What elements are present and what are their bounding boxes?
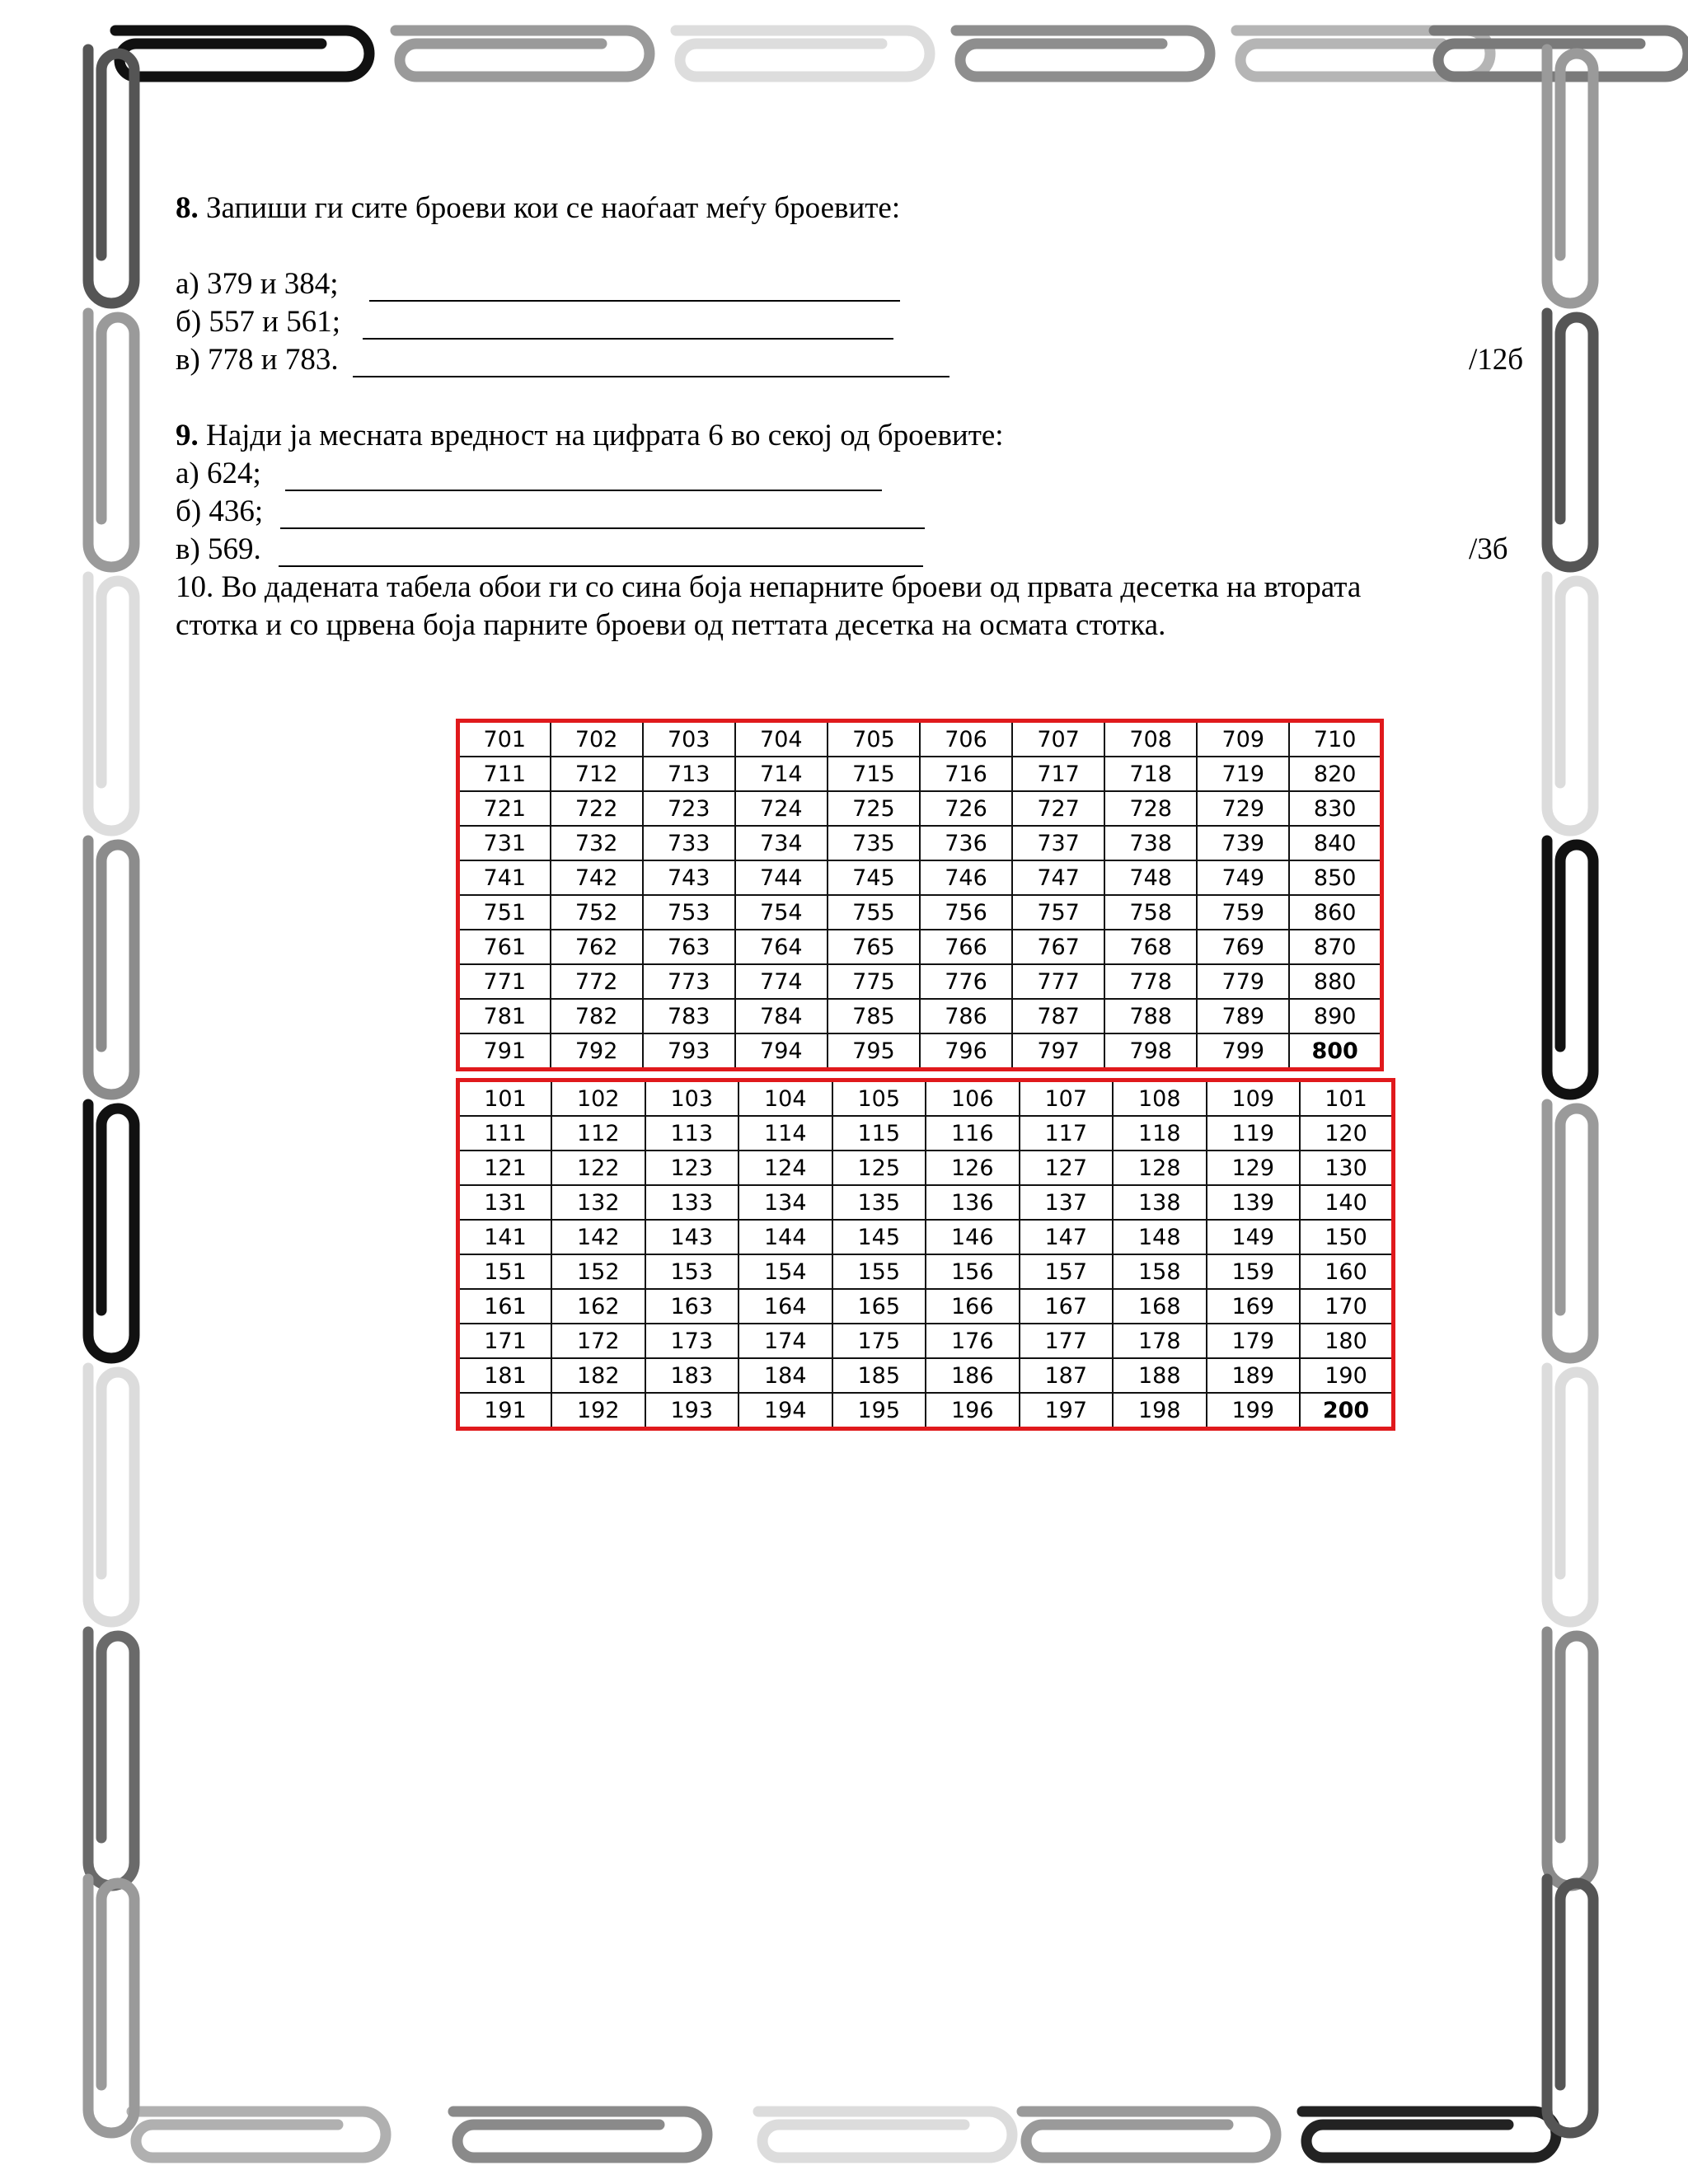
q8-item-b: б) 557 и 561; bbox=[176, 305, 340, 339]
table-cell[interactable]: 130 bbox=[1300, 1151, 1394, 1185]
table-cell[interactable]: 763 bbox=[643, 930, 735, 964]
table-cell[interactable]: 713 bbox=[643, 757, 735, 791]
table-cell[interactable]: 144 bbox=[738, 1220, 832, 1254]
table-row bbox=[458, 895, 1382, 930]
table-cell[interactable]: 185 bbox=[832, 1358, 926, 1393]
table-cell[interactable]: 200 bbox=[1300, 1393, 1394, 1429]
table-row bbox=[458, 860, 1382, 895]
table-cell[interactable]: 164 bbox=[738, 1289, 832, 1324]
table-cell[interactable]: 830 bbox=[1289, 791, 1381, 826]
table-cell[interactable]: 759 bbox=[1197, 895, 1289, 930]
table-cell[interactable]: 147 bbox=[1020, 1220, 1114, 1254]
table-cell[interactable]: 791 bbox=[458, 1033, 551, 1070]
table-cell[interactable]: 149 bbox=[1207, 1220, 1301, 1254]
table-cell[interactable]: 106 bbox=[926, 1080, 1020, 1117]
table-cell[interactable]: 769 bbox=[1197, 930, 1289, 964]
table-cell[interactable]: 705 bbox=[828, 721, 920, 757]
table-cell[interactable]: 734 bbox=[735, 826, 828, 860]
table-cell[interactable]: 715 bbox=[828, 757, 920, 791]
table-row bbox=[458, 791, 1382, 826]
table-cell[interactable]: 187 bbox=[1020, 1358, 1114, 1393]
q10-line-1: 10. Во дадената табела обои ги со сина боја непарните броеви од првата десетка на втората bbox=[176, 570, 1362, 604]
table-cell[interactable]: 709 bbox=[1197, 721, 1289, 757]
table-cell[interactable]: 104 bbox=[738, 1080, 832, 1117]
q8-item-a: а) 379 и 384; bbox=[176, 267, 339, 301]
table-cell[interactable]: 116 bbox=[926, 1116, 1020, 1151]
table-cell[interactable]: 756 bbox=[920, 895, 1012, 930]
table-cell[interactable]: 735 bbox=[828, 826, 920, 860]
table-cell[interactable]: 132 bbox=[551, 1185, 645, 1220]
table-cell[interactable]: 125 bbox=[832, 1151, 926, 1185]
table-cell[interactable]: 134 bbox=[738, 1185, 832, 1220]
table-cell[interactable]: 117 bbox=[1020, 1116, 1114, 1151]
table-cell[interactable]: 712 bbox=[551, 757, 643, 791]
table-cell[interactable]: 764 bbox=[735, 930, 828, 964]
table-cell[interactable]: 773 bbox=[643, 964, 735, 999]
table-cell[interactable]: 786 bbox=[920, 999, 1012, 1033]
table-cell[interactable]: 136 bbox=[926, 1185, 1020, 1220]
table-cell[interactable]: 180 bbox=[1300, 1324, 1394, 1358]
table-cell[interactable]: 725 bbox=[828, 791, 920, 826]
table-row bbox=[458, 999, 1382, 1033]
q10-line-2: стотка и со црвена боја парните броеви од петтата десетка на осмата стотка. bbox=[176, 608, 1166, 642]
q8-heading bbox=[176, 190, 900, 227]
table-cell[interactable]: 781 bbox=[458, 999, 551, 1033]
table-cell[interactable]: 797 bbox=[1012, 1033, 1104, 1070]
table-cell[interactable]: 703 bbox=[643, 721, 735, 757]
q8-score: /12б bbox=[1469, 343, 1524, 377]
q8-number: 8. bbox=[176, 191, 199, 225]
table-cell[interactable]: 706 bbox=[920, 721, 1012, 757]
table-cell[interactable]: 737 bbox=[1012, 826, 1104, 860]
table-cell[interactable]: 890 bbox=[1289, 999, 1381, 1033]
q9-answer-line-c[interactable] bbox=[279, 565, 923, 567]
q8-answer-line-a[interactable] bbox=[369, 300, 900, 302]
table-cell[interactable]: 173 bbox=[645, 1324, 739, 1358]
table-cell[interactable]: 721 bbox=[458, 791, 551, 826]
table-cell[interactable]: 126 bbox=[926, 1151, 1020, 1185]
table-cell[interactable]: 101 bbox=[458, 1080, 552, 1117]
table-cell[interactable]: 179 bbox=[1207, 1324, 1301, 1358]
table-cell[interactable]: 167 bbox=[1020, 1289, 1114, 1324]
table-cell[interactable]: 118 bbox=[1113, 1116, 1207, 1151]
q9-item-a: а) 624; bbox=[176, 457, 261, 490]
table-cell[interactable]: 746 bbox=[920, 860, 1012, 895]
table-cell[interactable]: 172 bbox=[551, 1324, 645, 1358]
q9-score: /3б bbox=[1469, 532, 1508, 566]
table-cell[interactable]: 170 bbox=[1300, 1289, 1394, 1324]
table-cell[interactable]: 757 bbox=[1012, 895, 1104, 930]
table-cell[interactable]: 159 bbox=[1207, 1254, 1301, 1289]
table-cell[interactable]: 850 bbox=[1289, 860, 1381, 895]
table-cell[interactable]: 131 bbox=[458, 1185, 552, 1220]
table-cell[interactable]: 765 bbox=[828, 930, 920, 964]
table-cell[interactable]: 787 bbox=[1012, 999, 1104, 1033]
table-cell[interactable]: 774 bbox=[735, 964, 828, 999]
table-cell[interactable]: 109 bbox=[1207, 1080, 1301, 1117]
table-row bbox=[458, 826, 1382, 860]
table-cell[interactable]: 783 bbox=[643, 999, 735, 1033]
table-cell[interactable]: 169 bbox=[1207, 1289, 1301, 1324]
table-cell[interactable]: 190 bbox=[1300, 1358, 1394, 1393]
q9-number: 9. bbox=[176, 419, 199, 452]
table-cell[interactable]: 142 bbox=[551, 1220, 645, 1254]
table-cell[interactable]: 107 bbox=[1020, 1080, 1114, 1117]
table-cell[interactable]: 102 bbox=[551, 1080, 645, 1117]
table-cell[interactable]: 129 bbox=[1207, 1151, 1301, 1185]
table-cell[interactable]: 704 bbox=[735, 721, 828, 757]
table-cell[interactable]: 192 bbox=[551, 1393, 645, 1429]
table-cell[interactable]: 747 bbox=[1012, 860, 1104, 895]
table-cell[interactable]: 727 bbox=[1012, 791, 1104, 826]
table-cell[interactable]: 860 bbox=[1289, 895, 1381, 930]
number-table-100s bbox=[456, 1078, 1395, 1431]
table-cell[interactable]: 162 bbox=[551, 1289, 645, 1324]
table-row bbox=[458, 1151, 1394, 1185]
table-cell[interactable]: 194 bbox=[738, 1393, 832, 1429]
table-cell[interactable]: 196 bbox=[926, 1393, 1020, 1429]
table-cell[interactable]: 717 bbox=[1012, 757, 1104, 791]
table-cell[interactable]: 191 bbox=[458, 1393, 552, 1429]
table-cell[interactable]: 755 bbox=[828, 895, 920, 930]
q8-answer-line-c[interactable] bbox=[353, 376, 950, 377]
table-cell[interactable]: 183 bbox=[645, 1358, 739, 1393]
table-row bbox=[458, 930, 1382, 964]
table-cell[interactable]: 753 bbox=[643, 895, 735, 930]
table-cell[interactable]: 775 bbox=[828, 964, 920, 999]
table-cell[interactable]: 195 bbox=[832, 1393, 926, 1429]
table-cell[interactable]: 752 bbox=[551, 895, 643, 930]
table-cell[interactable]: 736 bbox=[920, 826, 1012, 860]
table-cell[interactable]: 184 bbox=[738, 1358, 832, 1393]
table-cell[interactable]: 189 bbox=[1207, 1358, 1301, 1393]
table-row bbox=[458, 1033, 1382, 1070]
table-cell[interactable]: 119 bbox=[1207, 1116, 1301, 1151]
table-cell[interactable]: 165 bbox=[832, 1289, 926, 1324]
table-cell[interactable]: 792 bbox=[551, 1033, 643, 1070]
table-cell[interactable]: 800 bbox=[1289, 1033, 1381, 1070]
table-cell[interactable]: 739 bbox=[1197, 826, 1289, 860]
table-cell[interactable]: 701 bbox=[458, 721, 551, 757]
table-row bbox=[458, 1254, 1394, 1289]
q9-answer-line-a[interactable] bbox=[285, 490, 882, 491]
table-cell[interactable]: 153 bbox=[645, 1254, 739, 1289]
table-cell[interactable]: 178 bbox=[1113, 1324, 1207, 1358]
table-cell[interactable]: 141 bbox=[458, 1220, 552, 1254]
table-row bbox=[458, 757, 1382, 791]
table-cell[interactable]: 751 bbox=[458, 895, 551, 930]
table-cell[interactable]: 738 bbox=[1104, 826, 1197, 860]
table-cell[interactable]: 777 bbox=[1012, 964, 1104, 999]
table-cell[interactable]: 124 bbox=[738, 1151, 832, 1185]
table-cell[interactable]: 761 bbox=[458, 930, 551, 964]
table-cell[interactable]: 113 bbox=[645, 1116, 739, 1151]
table-cell[interactable]: 726 bbox=[920, 791, 1012, 826]
table-cell[interactable]: 795 bbox=[828, 1033, 920, 1070]
table-cell[interactable]: 733 bbox=[643, 826, 735, 860]
table-cell[interactable]: 177 bbox=[1020, 1324, 1114, 1358]
table-cell[interactable]: 105 bbox=[832, 1080, 926, 1117]
table-cell[interactable]: 151 bbox=[458, 1254, 552, 1289]
table-cell[interactable]: 123 bbox=[645, 1151, 739, 1185]
table-cell[interactable]: 122 bbox=[551, 1151, 645, 1185]
table-cell[interactable]: 114 bbox=[738, 1116, 832, 1151]
table-cell[interactable]: 744 bbox=[735, 860, 828, 895]
table-cell[interactable]: 158 bbox=[1113, 1254, 1207, 1289]
table-cell[interactable]: 784 bbox=[735, 999, 828, 1033]
table-cell[interactable]: 702 bbox=[551, 721, 643, 757]
table-cell[interactable]: 181 bbox=[458, 1358, 552, 1393]
table-cell[interactable]: 161 bbox=[458, 1289, 552, 1324]
table-cell[interactable]: 754 bbox=[735, 895, 828, 930]
table-cell[interactable]: 796 bbox=[920, 1033, 1012, 1070]
table-cell[interactable]: 143 bbox=[645, 1220, 739, 1254]
table-cell[interactable]: 168 bbox=[1113, 1289, 1207, 1324]
q8-item-c: в) 778 и 783. bbox=[176, 343, 339, 377]
table-cell[interactable]: 146 bbox=[926, 1220, 1020, 1254]
table-cell[interactable]: 794 bbox=[735, 1033, 828, 1070]
table-cell[interactable]: 768 bbox=[1104, 930, 1197, 964]
table-cell[interactable]: 767 bbox=[1012, 930, 1104, 964]
q9-text: Најди ја месната вредност на цифрата 6 во секој од броевите: bbox=[198, 419, 1004, 452]
table-row bbox=[458, 1358, 1394, 1393]
table-cell[interactable]: 731 bbox=[458, 826, 551, 860]
q9-answer-line-b[interactable] bbox=[280, 527, 925, 529]
table-cell[interactable]: 154 bbox=[738, 1254, 832, 1289]
table-row bbox=[458, 721, 1382, 757]
table-cell[interactable]: 745 bbox=[828, 860, 920, 895]
table-cell[interactable]: 157 bbox=[1020, 1254, 1114, 1289]
table-cell[interactable]: 121 bbox=[458, 1151, 552, 1185]
table-cell[interactable]: 711 bbox=[458, 757, 551, 791]
table-cell[interactable]: 743 bbox=[643, 860, 735, 895]
table-cell[interactable]: 714 bbox=[735, 757, 828, 791]
table-cell[interactable]: 199 bbox=[1207, 1393, 1301, 1429]
table-cell[interactable]: 198 bbox=[1113, 1393, 1207, 1429]
table-cell[interactable]: 799 bbox=[1197, 1033, 1289, 1070]
table-cell[interactable]: 722 bbox=[551, 791, 643, 826]
table-row bbox=[458, 1393, 1394, 1429]
table-cell[interactable]: 197 bbox=[1020, 1393, 1114, 1429]
table-row bbox=[458, 964, 1382, 999]
table-row bbox=[458, 1116, 1394, 1151]
table-cell[interactable]: 724 bbox=[735, 791, 828, 826]
table-cell[interactable]: 175 bbox=[832, 1324, 926, 1358]
table-row bbox=[458, 1080, 1394, 1117]
table-cell[interactable]: 782 bbox=[551, 999, 643, 1033]
table-cell[interactable]: 176 bbox=[926, 1324, 1020, 1358]
table-row bbox=[458, 1185, 1394, 1220]
table-cell[interactable]: 120 bbox=[1300, 1116, 1394, 1151]
table-cell[interactable]: 127 bbox=[1020, 1151, 1114, 1185]
table-cell[interactable]: 148 bbox=[1113, 1220, 1207, 1254]
table-cell[interactable]: 772 bbox=[551, 964, 643, 999]
table-cell[interactable]: 758 bbox=[1104, 895, 1197, 930]
table-cell[interactable]: 778 bbox=[1104, 964, 1197, 999]
table-cell[interactable]: 789 bbox=[1197, 999, 1289, 1033]
table-cell[interactable]: 103 bbox=[645, 1080, 739, 1117]
table-row bbox=[458, 1220, 1394, 1254]
table-cell[interactable]: 716 bbox=[920, 757, 1012, 791]
table-cell[interactable]: 186 bbox=[926, 1358, 1020, 1393]
table-cell[interactable]: 166 bbox=[926, 1289, 1020, 1324]
table-cell[interactable]: 798 bbox=[1104, 1033, 1197, 1070]
table-cell[interactable]: 171 bbox=[458, 1324, 552, 1358]
table-cell[interactable]: 820 bbox=[1289, 757, 1381, 791]
table-cell[interactable]: 718 bbox=[1104, 757, 1197, 791]
table-cell[interactable]: 728 bbox=[1104, 791, 1197, 826]
table-cell[interactable]: 708 bbox=[1104, 721, 1197, 757]
q9-item-c: в) 569. bbox=[176, 532, 261, 566]
number-table-700s bbox=[456, 719, 1384, 1071]
q9-item-b: б) 436; bbox=[176, 494, 264, 528]
q8-answer-line-b[interactable] bbox=[363, 338, 893, 340]
table-cell[interactable]: 785 bbox=[828, 999, 920, 1033]
table-cell[interactable]: 766 bbox=[920, 930, 1012, 964]
table-cell[interactable]: 182 bbox=[551, 1358, 645, 1393]
table-cell[interactable]: 139 bbox=[1207, 1185, 1301, 1220]
table-cell[interactable]: 128 bbox=[1113, 1151, 1207, 1185]
table-cell[interactable]: 748 bbox=[1104, 860, 1197, 895]
table-cell[interactable]: 742 bbox=[551, 860, 643, 895]
table-row bbox=[458, 1324, 1394, 1358]
table-cell[interactable]: 193 bbox=[645, 1393, 739, 1429]
table-cell[interactable]: 741 bbox=[458, 860, 551, 895]
table-cell[interactable]: 749 bbox=[1197, 860, 1289, 895]
table-cell[interactable]: 840 bbox=[1289, 826, 1381, 860]
table-cell[interactable]: 112 bbox=[551, 1116, 645, 1151]
table-cell[interactable]: 111 bbox=[458, 1116, 552, 1151]
table-cell[interactable]: 762 bbox=[551, 930, 643, 964]
table-cell[interactable]: 137 bbox=[1020, 1185, 1114, 1220]
table-cell[interactable]: 163 bbox=[645, 1289, 739, 1324]
q9-heading bbox=[176, 417, 1004, 455]
table-cell[interactable]: 710 bbox=[1289, 721, 1381, 757]
table-cell[interactable]: 729 bbox=[1197, 791, 1289, 826]
table-cell[interactable]: 732 bbox=[551, 826, 643, 860]
table-cell[interactable]: 156 bbox=[926, 1254, 1020, 1289]
table-cell[interactable]: 776 bbox=[920, 964, 1012, 999]
table-cell[interactable]: 779 bbox=[1197, 964, 1289, 999]
table-cell[interactable]: 880 bbox=[1289, 964, 1381, 999]
table-cell[interactable]: 140 bbox=[1300, 1185, 1394, 1220]
table-cell[interactable]: 133 bbox=[645, 1185, 739, 1220]
table-cell[interactable]: 788 bbox=[1104, 999, 1197, 1033]
table-cell[interactable]: 707 bbox=[1012, 721, 1104, 757]
table-cell[interactable]: 101 bbox=[1300, 1080, 1394, 1117]
table-cell[interactable]: 160 bbox=[1300, 1254, 1394, 1289]
table-cell[interactable]: 150 bbox=[1300, 1220, 1394, 1254]
table-cell[interactable]: 771 bbox=[458, 964, 551, 999]
table-cell[interactable]: 152 bbox=[551, 1254, 645, 1289]
table-cell[interactable]: 188 bbox=[1113, 1358, 1207, 1393]
table-cell[interactable]: 145 bbox=[832, 1220, 926, 1254]
table-cell[interactable]: 135 bbox=[832, 1185, 926, 1220]
table-cell[interactable]: 719 bbox=[1197, 757, 1289, 791]
table-cell[interactable]: 174 bbox=[738, 1324, 832, 1358]
q8-text: Запиши ги сите броеви кои се наоѓаат меѓу броевите: bbox=[198, 191, 901, 225]
table-cell[interactable]: 793 bbox=[643, 1033, 735, 1070]
table-cell[interactable]: 115 bbox=[832, 1116, 926, 1151]
table-cell[interactable]: 138 bbox=[1113, 1185, 1207, 1220]
table-row bbox=[458, 1289, 1394, 1324]
table-cell[interactable]: 723 bbox=[643, 791, 735, 826]
table-cell[interactable]: 155 bbox=[832, 1254, 926, 1289]
table-cell[interactable]: 870 bbox=[1289, 930, 1381, 964]
table-cell[interactable]: 108 bbox=[1113, 1080, 1207, 1117]
